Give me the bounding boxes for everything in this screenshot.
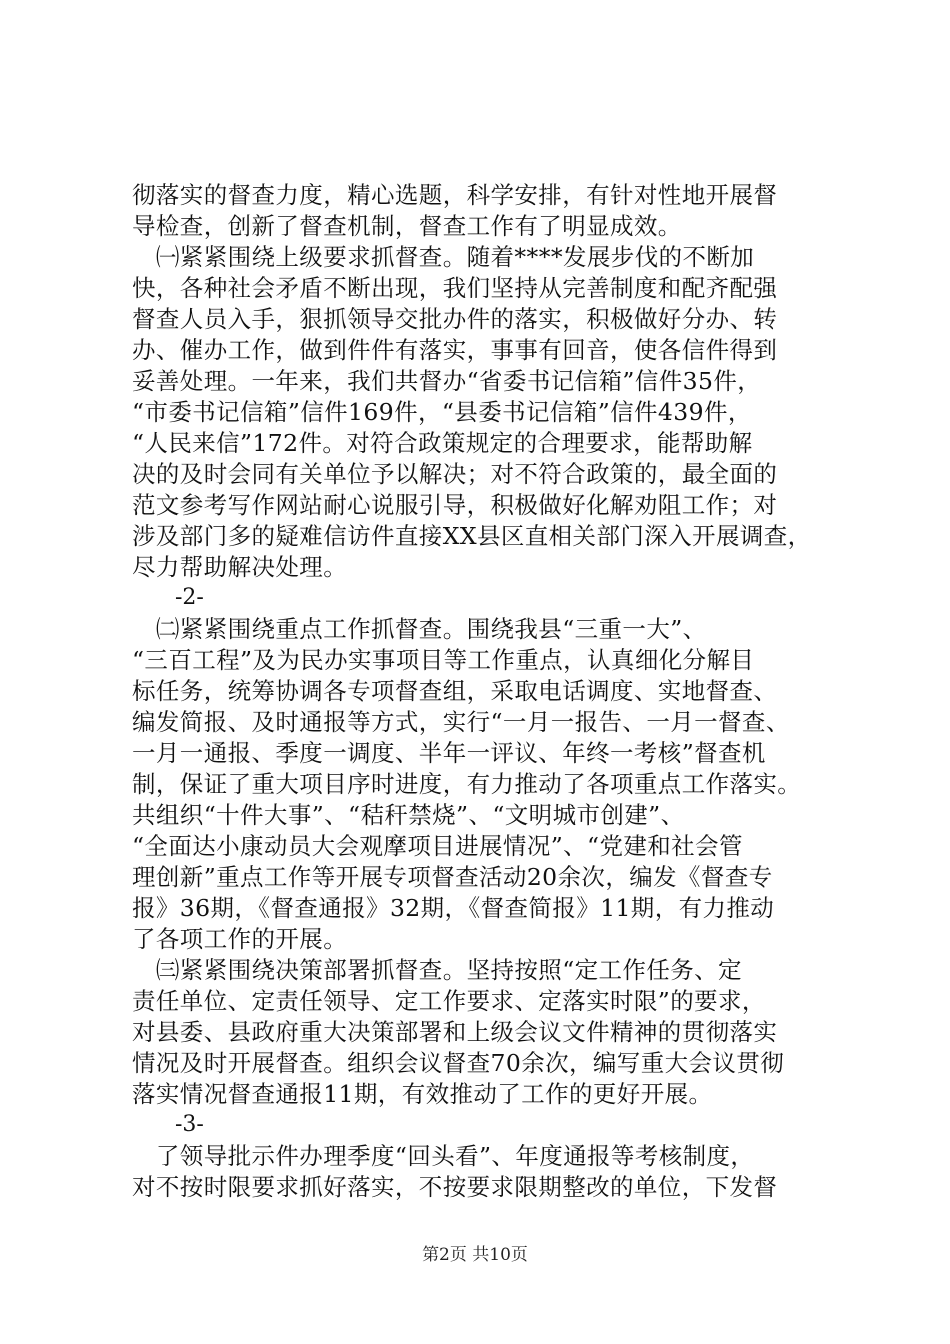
text-line: 快，各种社会矛盾不断出现，我们坚持从完善制度和配齐配强 xyxy=(132,274,778,302)
text-line: 范文参考写作网站耐心说服引导，积极做好化解劝阻工作；对 xyxy=(132,491,778,519)
page-marker: -2- xyxy=(175,585,204,610)
text-line: 办、催办工作，做到件件有落实，事事有回音，使各信件得到 xyxy=(132,336,778,364)
text-line: 报》36期，《督查通报》32期，《督查简报》11期，有力推动 xyxy=(132,894,775,922)
text-line: 编发简报、及时通报等方式，实行“一月一报告、一月一督查、 xyxy=(132,708,790,736)
text-line: ㈢紧紧围绕决策部署抓督查。坚持按照“定工作任务、定 xyxy=(132,956,742,984)
text-line: “三百工程”及为民办实事项目等工作重点，认真细化分解目 xyxy=(132,646,755,674)
text-line: 共组织“十件大事”、“秸秆禁烧”、“文明城市创建”、 xyxy=(132,801,685,829)
page-marker: -3- xyxy=(175,1112,204,1137)
text-line: 彻落实的督查力度，精心选题，科学安排，有针对性地开展督 xyxy=(132,181,778,209)
text-line: 落实情况督查通报11期，有效推动了工作的更好开展。 xyxy=(132,1080,713,1108)
text-line: 了各项工作的开展。 xyxy=(132,925,348,953)
text-line: 导检查，创新了督查机制，督查工作有了明显成效。 xyxy=(132,212,682,240)
text-line: 制，保证了重大项目序时进度，有力推动了各项重点工作落实。 xyxy=(132,770,802,798)
text-line: 标任务，统筹协调各专项督查组，采取电话调度、实地督查、 xyxy=(132,677,778,705)
text-line: 一月一通报、季度一调度、半年一评议、年终一考核”督查机 xyxy=(132,739,766,767)
text-line: “全面达小康动员大会观摩项目进展情况”、“党建和社会管 xyxy=(132,832,743,860)
text-line: 对不按时限要求抓好落实，不按要求限期整改的单位，下发督 xyxy=(132,1173,778,1201)
text-line: ㈡紧紧围绕重点工作抓督查。围绕我县“三重一大”、 xyxy=(132,615,707,643)
text-line: 责任单位、定责任领导、定工作要求、定落实时限”的要求， xyxy=(132,987,766,1015)
text-line: 理创新”重点工作等开展专项督查活动20余次，编发《督查专 xyxy=(132,863,773,891)
page-footer: 第2页 共10页 xyxy=(422,1245,528,1265)
text-line: 妥善处理。一年来，我们共督办“省委书记信箱”信件35件， xyxy=(132,367,762,395)
text-line: 对县委、县政府重大决策部署和上级会议文件精神的贯彻落实 xyxy=(132,1018,778,1046)
text-line: 尽力帮助解决处理。 xyxy=(132,553,348,581)
text-line: 决的及时会同有关单位予以解决；对不符合政策的，最全面的 xyxy=(132,460,778,488)
text-line: “市委书记信箱”信件169件，“县委书记信箱”信件439件， xyxy=(132,398,752,426)
text-line: 涉及部门多的疑难信访件直接XX县区直相关部门深入开展调查， xyxy=(132,522,812,550)
text-line: “人民来信”172件。对符合政策规定的合理要求，能帮助解 xyxy=(132,429,753,457)
text-line: ㈠紧紧围绕上级要求抓督查。随着****发展步伐的不断加 xyxy=(132,243,755,271)
text-line: 督查人员入手，狠抓领导交批办件的落实，积极做好分办、转 xyxy=(132,305,778,333)
text-line: 情况及时开展督查。组织会议督查70余次，编写重大会议贯彻 xyxy=(132,1049,785,1077)
text-line: 了领导批示件办理季度“回头看”、年度通报等考核制度， xyxy=(132,1142,755,1170)
